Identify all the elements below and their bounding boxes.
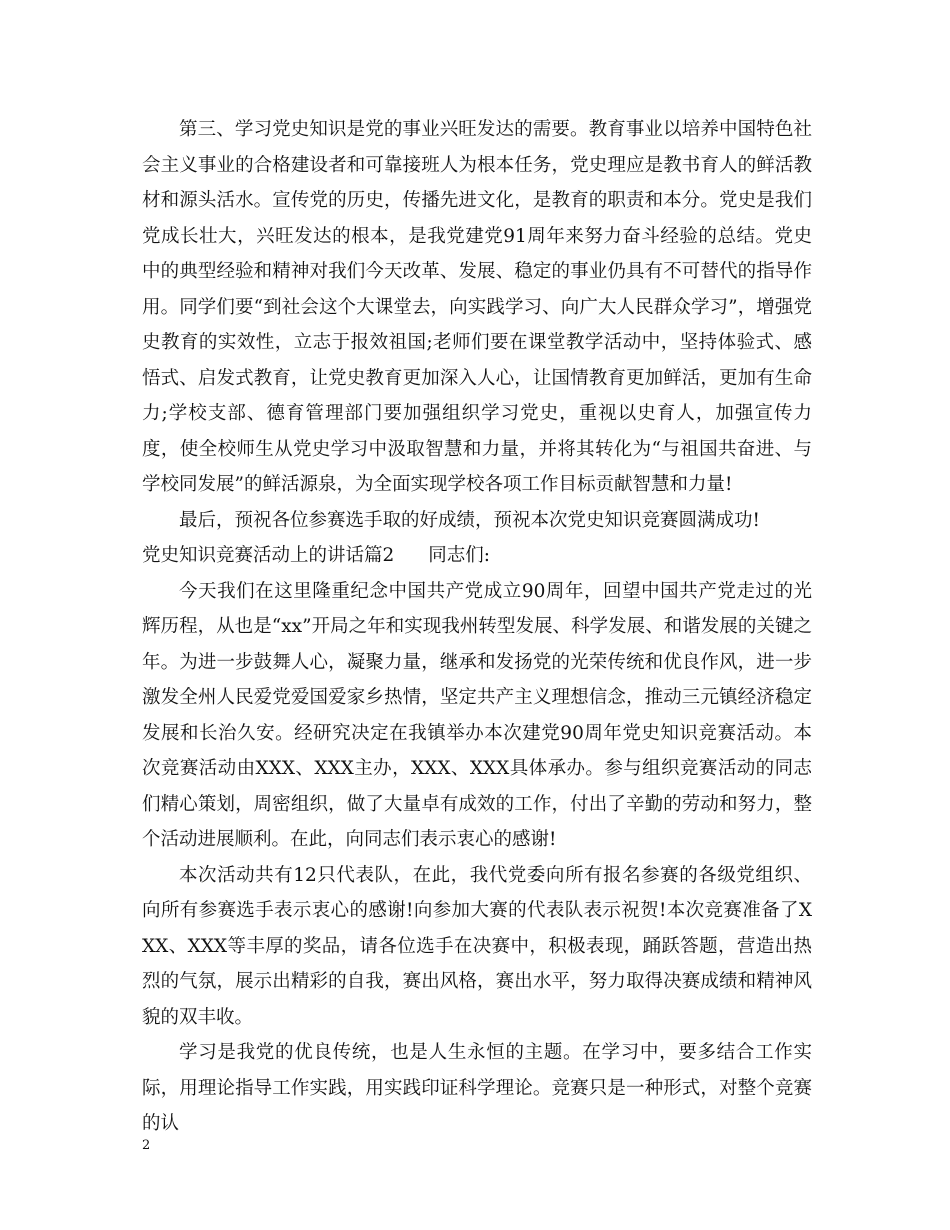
paragraph: 本次活动共有12只代表队，在此，我代党委向所有报名参赛的各级党组织、向所有参赛选手表示衷心的感谢!向参加大赛的代表队表示祝贺!本次竞赛准备了XXX、XXX等丰厚的奖品，请各位选手在决赛中，积极表现，踊跃答题，营造出热烈的气氛，展示出精彩的自我，赛出风格，赛出水平，努力取得决赛成绩和精神风貌的双丰收。	[142, 864, 812, 1028]
paragraph: 学习是我党的优良传统，也是人生永恒的主题。在学习中，要多结合工作实际，用理论指导工作实践，用实践印证科学理论。竞赛只是一种形式，对整个竞赛的认	[142, 1042, 812, 1134]
paragraph: 今天我们在这里隆重纪念中国共产党成立90周年，回望中国共产党走过的光辉历程，从也是“xx”开局之年和实现我州转型发展、科学发展、和谐发展的关键之年。为进一步鼓舞人心，凝聚力量，继承和发扬党的光荣传统和优良作风，进一步激发全州人民爱党爱国爱家乡热情，坚定共产主义理想信念，推动三元镇经济稳定发展和长治久安。经研究决定在我镇举办本次建党90周年党史知识竞赛活动。本次竞赛活动由XXX、XXX主办，XXX、XXX具体承办。参与组织竞赛活动的同志们精心策划，周密组织，做了大量卓有成效的工作，付出了辛勤的劳动和努力，整个活动进展顺利。在此，向同志们表示衷心的感谢!	[142, 580, 812, 850]
page-number: 2	[142, 1138, 151, 1153]
document-body	[142, 112, 812, 1142]
salutation: 同志们:	[428, 545, 491, 566]
section-title: 党史知识竞赛活动上的讲话篇2	[142, 545, 395, 566]
section-heading-line	[142, 538, 812, 574]
paragraph: 最后，预祝各位参赛选手取的好成绩，预祝本次党史知识竞赛圆满成功!	[179, 509, 760, 531]
paragraph: 第三、学习党史知识是党的事业兴旺发达的需要。教育事业以培养中国特色社会主义事业的合格建设者和可靠接班人为根本任务，党史理应是教书育人的鲜活教材和源头活水。宣传党的历史，传播先进文化，是教育的职责和本分。党史是我们党成长壮大，兴旺发达的根本，是我党建党91周年来努力奋斗经验的总结。党史中的典型经验和精神对我们今天改革、发展、稳定的事业仍具有不可替代的指导作用。同学们要“到社会这个大课堂去，向实践学习、向广大人民群众学习”，增强党史教育的实效性，立志于报效祖国;老师们要在课堂教学活动中，坚持体验式、感悟式、启发式教育，让党史教育更加深入人心，让国情教育更加鲜活，更加有生命力;学校支部、德育管理部门要加强组织学习党史，重视以史育人，加强宣传力度，使全校师生从党史学习中汲取智慧和力量，并将其转化为“与祖国共奋进、与学校同发展”的鲜活源泉，为全面实现学校各项工作目标贡献智慧和力量!	[142, 119, 812, 495]
